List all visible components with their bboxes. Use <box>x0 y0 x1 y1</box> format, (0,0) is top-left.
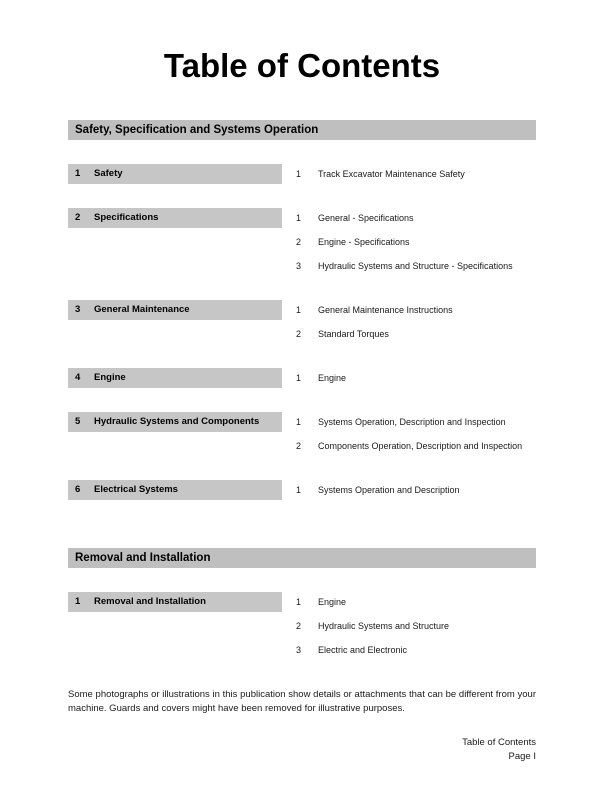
entry-number: 1 <box>296 597 302 607</box>
chapter-number: 5 <box>75 416 81 427</box>
toc-entry <box>296 616 536 636</box>
chapter-box <box>68 164 282 184</box>
chapter-number: 4 <box>75 372 81 383</box>
toc-entry <box>296 436 536 456</box>
chapter-row-specifications <box>68 208 536 276</box>
page-footer <box>68 736 536 764</box>
entry-title: Systems Operation and Description <box>318 485 460 495</box>
entry-number: 1 <box>296 485 302 495</box>
entry-title: Systems Operation, Description and Inspection <box>318 417 506 427</box>
chapter-title: Electrical Systems <box>94 484 178 495</box>
chapter-entries <box>296 480 536 500</box>
footer-page-number: Page I <box>508 751 536 762</box>
chapter-title: Specifications <box>94 212 159 223</box>
entry-number: 2 <box>296 621 302 631</box>
page-title: Table of Contents <box>163 47 441 84</box>
entry-title: Components Operation, Description and Inspection <box>318 441 523 451</box>
disclaimer-note: Some photographs or illustrations in this publication show details or attachments that can be different from your machine. Guards and covers might have been removed for illustrative purposes. <box>68 689 536 714</box>
chapter-entries <box>296 412 536 456</box>
footer-document-title: Table of Contents <box>462 737 536 748</box>
chapter-entries <box>296 592 536 660</box>
toc-entry <box>296 256 536 276</box>
chapter-box <box>68 412 282 432</box>
chapter-row-hydraulic-systems <box>68 412 536 456</box>
entry-title: Hydraulic Systems and Structure - Specifications <box>318 261 513 271</box>
entry-title: General Maintenance Instructions <box>318 305 453 315</box>
entry-number: 1 <box>296 417 302 427</box>
chapter-entries <box>296 164 536 184</box>
chapter-box <box>68 592 282 612</box>
chapter-title: General Maintenance <box>94 304 190 315</box>
entry-title: Hydraulic Systems and Structure <box>318 621 450 631</box>
chapter-title: Removal and Installation <box>94 596 206 607</box>
toc-entry <box>296 232 536 252</box>
entry-title: Engine <box>318 373 347 383</box>
toc-entry <box>296 300 536 320</box>
chapter-number: 1 <box>75 168 81 179</box>
chapter-box <box>68 208 282 228</box>
toc-entry <box>296 592 536 612</box>
toc-entry <box>296 208 536 228</box>
chapter-number: 1 <box>75 596 81 607</box>
entry-title: General - Specifications <box>318 213 414 223</box>
toc-entry <box>296 640 536 660</box>
entry-number: 2 <box>296 329 302 339</box>
chapter-box <box>68 300 282 320</box>
chapter-row-safety <box>68 164 536 184</box>
chapter-number: 2 <box>75 212 81 223</box>
entry-number: 3 <box>296 261 302 271</box>
chapter-title: Safety <box>94 168 123 179</box>
entry-number: 1 <box>296 373 302 383</box>
chapter-box <box>68 480 282 500</box>
chapter-title: Hydraulic Systems and Components <box>94 416 260 427</box>
section-title: Removal and Installation <box>75 552 211 564</box>
toc-entry <box>296 164 536 184</box>
entry-number: 2 <box>296 441 302 451</box>
entry-number: 2 <box>296 237 302 247</box>
section-header-removal-installation <box>68 548 536 568</box>
chapter-title: Engine <box>94 372 126 383</box>
toc-entry <box>296 480 536 500</box>
section-title: Safety, Specification and Systems Operation <box>75 124 319 136</box>
chapter-number: 6 <box>75 484 81 495</box>
chapter-row-electrical-systems <box>68 480 536 500</box>
entry-title: Track Excavator Maintenance Safety <box>318 169 465 179</box>
chapter-row-general-maintenance <box>68 300 536 344</box>
toc-entry <box>296 368 536 388</box>
chapter-number: 3 <box>75 304 81 315</box>
entry-number: 1 <box>296 213 302 223</box>
entry-title: Standard Torques <box>318 329 389 339</box>
entry-title: Engine <box>318 597 347 607</box>
entry-title: Electric and Electronic <box>318 645 408 655</box>
chapter-entries <box>296 208 536 276</box>
toc-entry <box>296 412 536 432</box>
section-header-safety-specification <box>68 120 536 140</box>
chapter-entries <box>296 300 536 344</box>
entry-number: 1 <box>296 305 302 315</box>
chapter-entries <box>296 368 536 388</box>
chapter-box <box>68 368 282 388</box>
chapter-row-engine <box>68 368 536 388</box>
entry-number: 3 <box>296 645 302 655</box>
chapter-row-removal-installation <box>68 592 536 660</box>
entry-number: 1 <box>296 169 302 179</box>
entry-title: Engine - Specifications <box>318 237 410 247</box>
toc-entry <box>296 324 536 344</box>
